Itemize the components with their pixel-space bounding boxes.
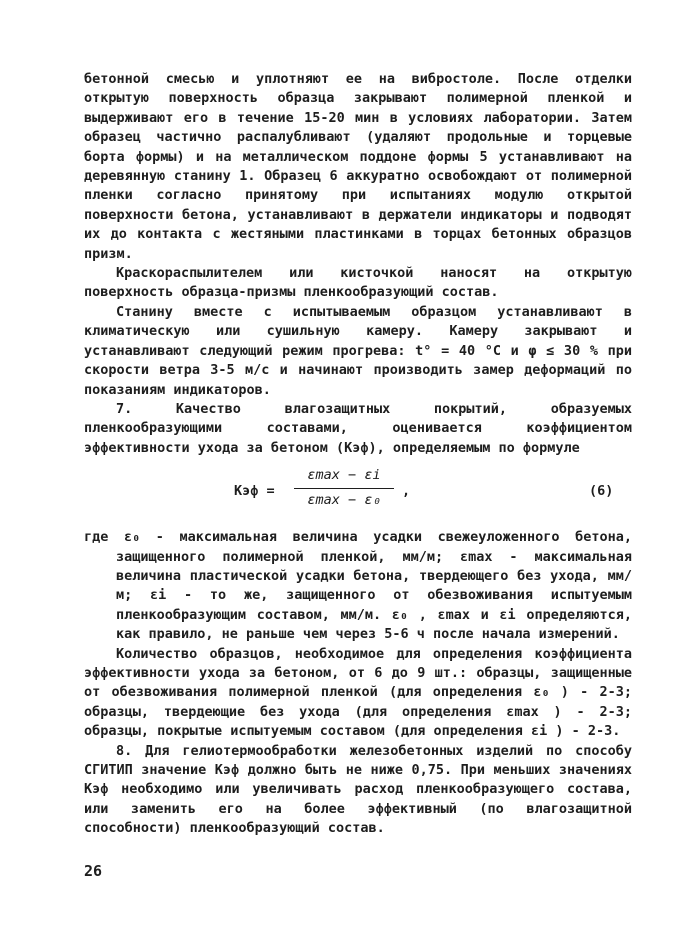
formula-fraction [294,466,394,510]
page-number: 26 [84,862,103,880]
paragraph-7: 8. Для гелиотермообработки железобетонных изделий по способу СГИТИП значение Кэф должно быть не ниже 0,75. При меньших значениях Кэф необходимо или увеличивать расход пленкообразующего состава, или заменить его на более эффективный (по влагозащитной способности) пленкообразующий состав. [84,742,632,837]
paragraph-1: бетонной смесью и уплотняют ее на вибростоле. После отделки открытую поверхность образца закрывают полимерной пленкой и выдерживают его в течение 15-20 мин в условиях лаборатории. Затем образец частично распалубливают (удаляют продольные и торцевые борта формы) и на металлическом поддоне формы 5 устанавливают на деревянную станину 1. Образец 6 аккуратно освобождают от полимерной пленки согласно принятому при испытаниях модулю открытой поверхности бетона, устанавливают в держатели индикаторы и подводят их до контакта с жестяными пластинками в торцах бетонных образцов призм. [84,71,632,262]
body-text [84,70,632,839]
formula-6 [84,466,632,522]
formula-number: (6) [589,483,614,500]
paragraph-2: Краскораспылителем или кисточкой наносят на открытую поверхность образца-призмы пленкообразующий состав. [84,265,632,301]
formula-denominator: εmax − ε₀ [307,491,381,508]
paragraph-3: Станину вместе с испытываемым образцом устанавливают в климатическую или сушильную камеру. Камеру закрывают и устанавливают следующий режим прогрева: t° = 40 °С и φ ≤ 30 % при скорости ветра 3-5 м/с и начинают производить замер деформаций по показаниям индикаторов. [84,303,632,398]
formula-comma: , [402,483,411,500]
formula-lhs: Кэф = [234,483,275,500]
paragraph-definitions: где ε₀ - максимальная величина усадки свежеуложенного бетона, защищенного полимерной пленкой, мм/м; εmax - максимальная величина пластической усадки бетона, твердеющего без ухода, мм/м; εi - то же, защищенного от обезвоживания испытуемым пленкообразующим составом, мм/м. ε₀ , εmax и εi определяются, как правило, не раньше чем через 5-6 ч после начала измерений. [84,529,632,643]
formula-numerator: εmax − εi [294,466,394,488]
paragraph-4: 7. Качество влагозащитных покрытий, образуемых пленкообразующими составами, оценивается коэффициентом эффективности ухода за бетоном (Кэф), определяемым по формуле [84,400,632,456]
paragraph-6: Количество образцов, необходимое для определения коэффициента эффективности ухода за бетоном, от 6 до 9 шт.: образцы, защищенные от обезвоживания полимерной пленкой (для определения ε₀ ) - 2-3; образцы, твердеющие без ухода (для определения εmax ) - 2-3; образцы, покрытые испытуемым составом (для определения εi ) - 2-3. [84,645,632,740]
